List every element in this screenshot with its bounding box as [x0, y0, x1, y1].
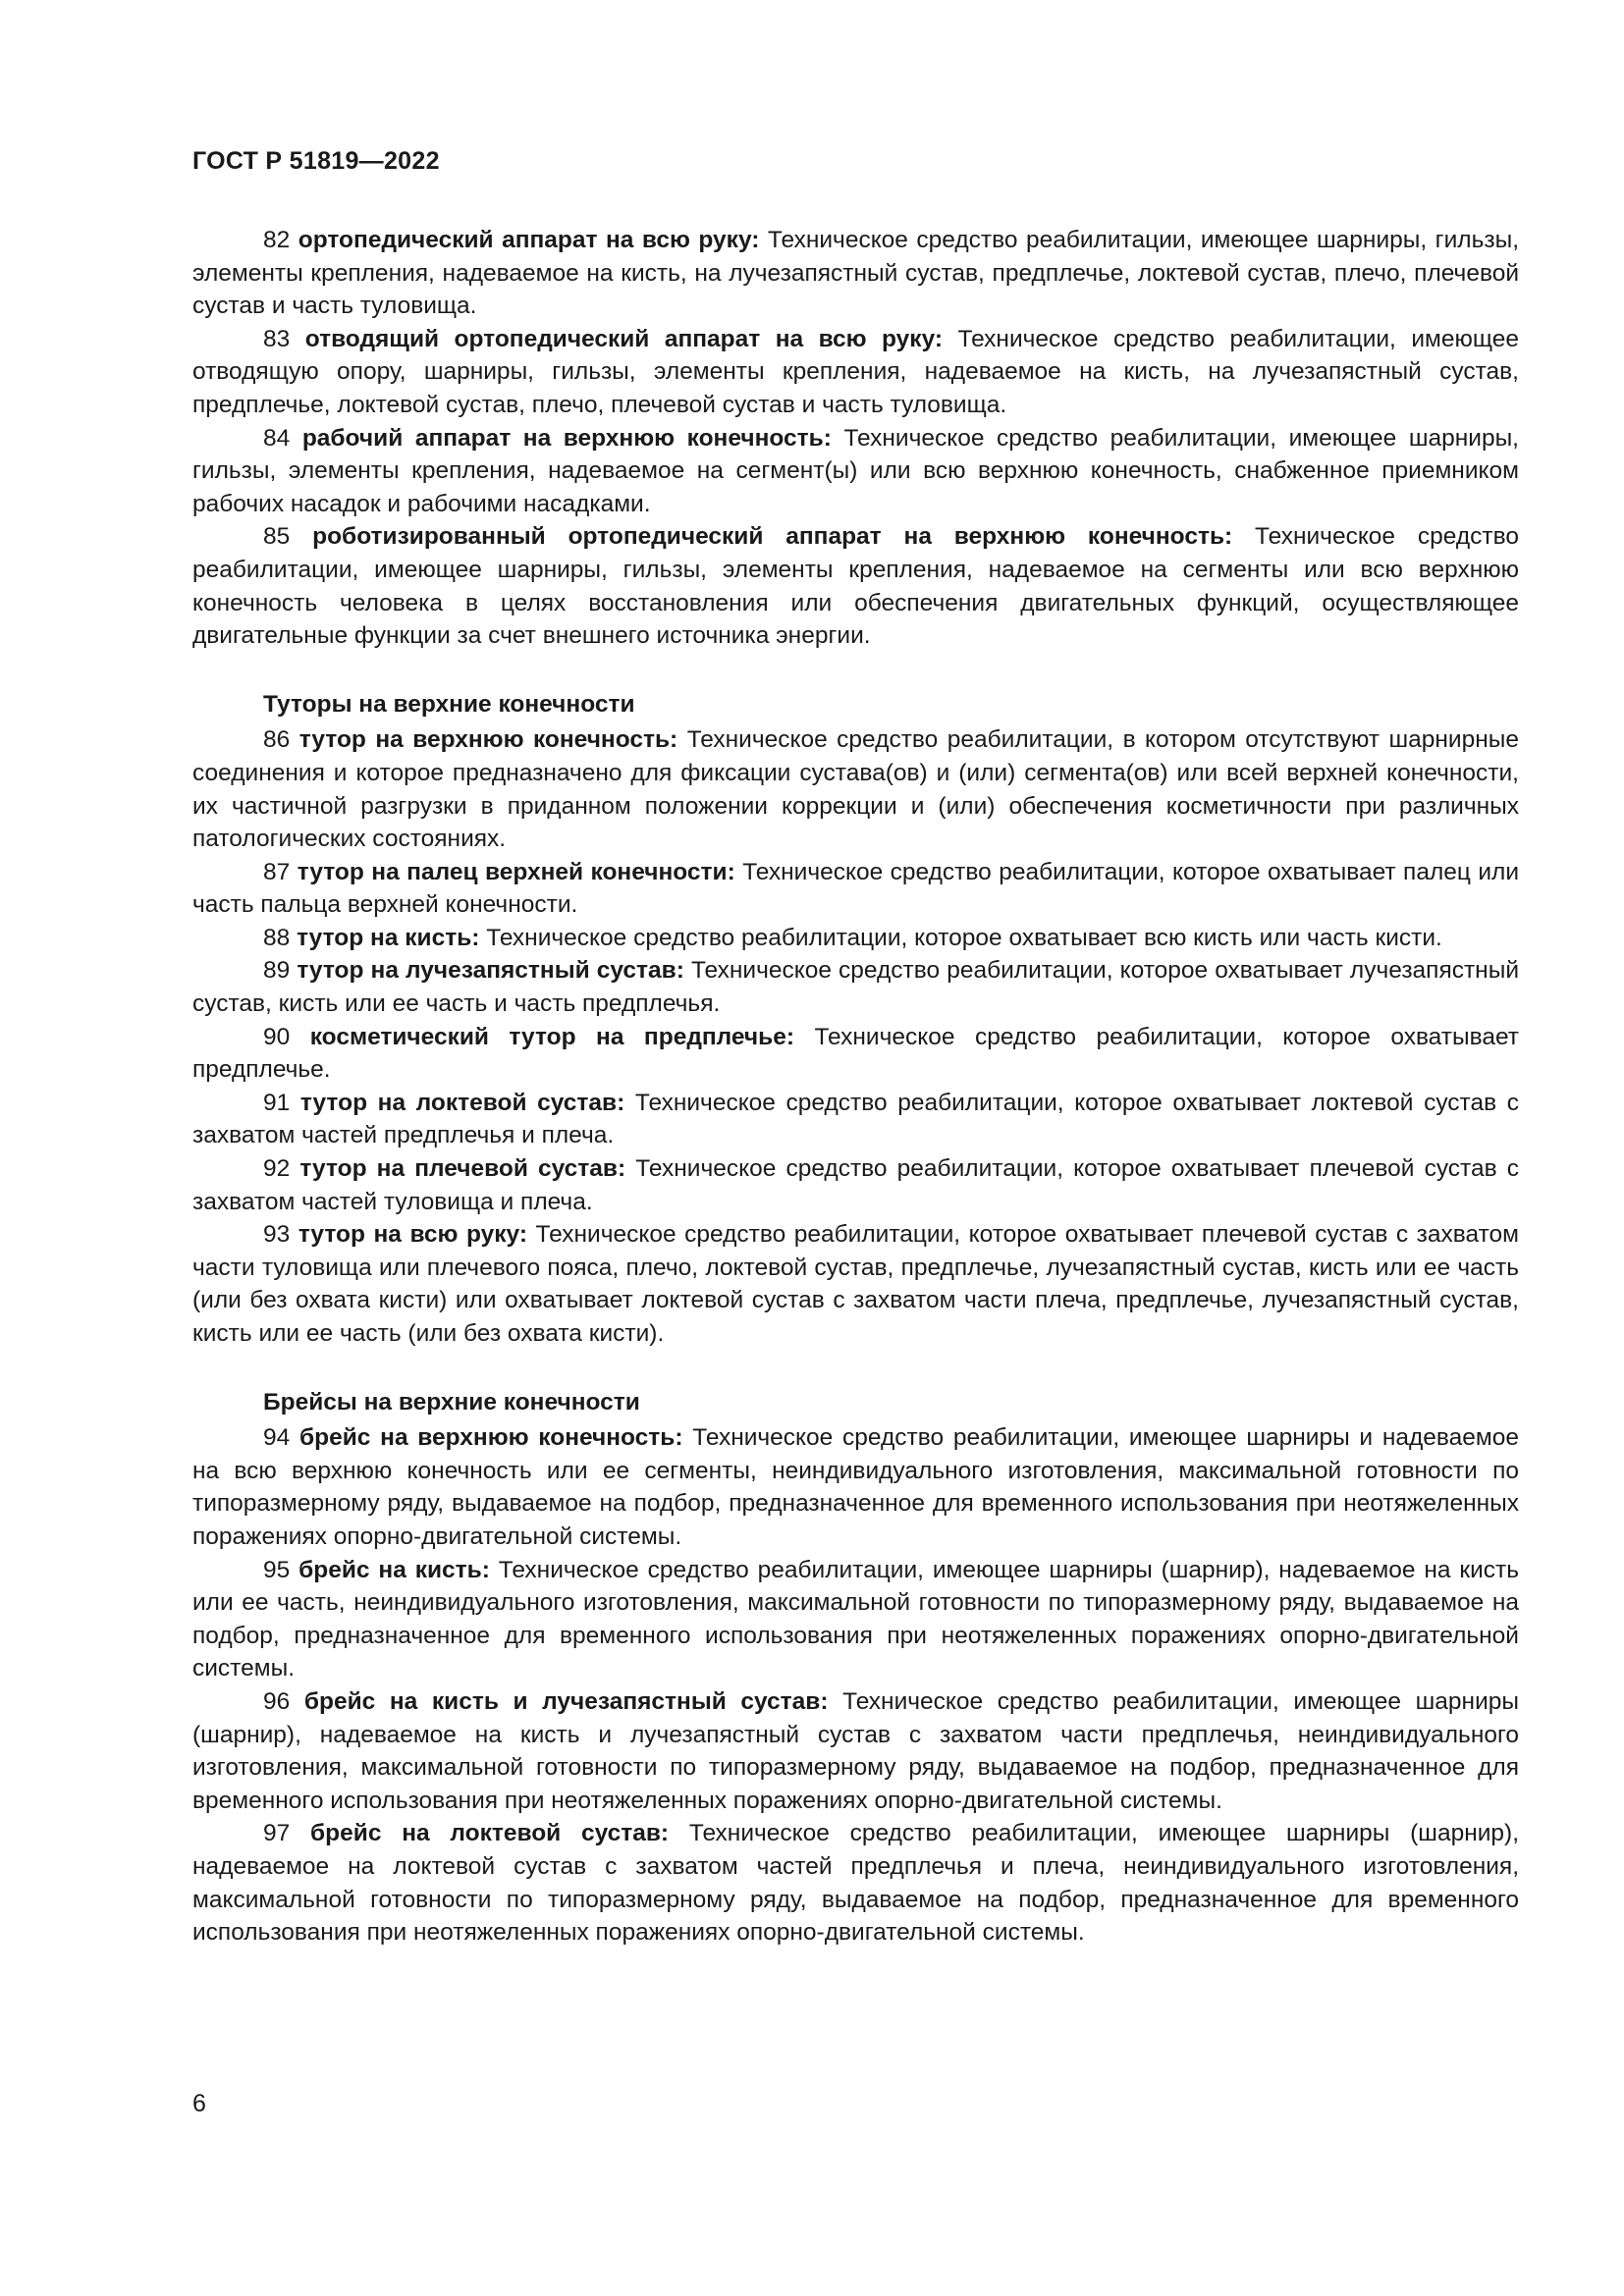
section-title: Брейсы на верхние конечности	[263, 1388, 640, 1415]
term-entry	[192, 224, 1519, 323]
entry-number: 88	[263, 924, 291, 951]
section-title: Туторы на верхние конечности	[263, 690, 635, 718]
entry-term: косметический тутор на предплечье:	[309, 1023, 794, 1050]
entry-number: 95	[263, 1556, 291, 1583]
entry-definition: Техническое средство реабилитации, имеющее шарниры (шарнир), надеваемое на кисть или ее часть, неиндивидуального изготовления, максимальной готовности по типоразмерному ряду, выдаваемое на подбор, предназначенное для временного использования при неотяжеленных поражениях опорно-двигательной системы.	[192, 1556, 1519, 1682]
entry-number: 84	[263, 424, 291, 452]
entry-definition: Техническое средство реабилитации, которое охватывает плечевой сустав с захватом части туловища или плечевого пояса, плечо, локтевой сустав, предплечье, лучезапястный сустав, кисть или ее часть (или без охвата кисти) или охватывает локтевой сустав с захватом части плеча, предплечье, лучезапястный сустав, кисть или ее часть (или без охвата кисти).	[192, 1221, 1520, 1347]
entry-definition: Техническое средство реабилитации, в котором отсутствуют шарнирные соединения и которое предназначено для фиксации сустава(ов) и (или) сегмента(ов) или всей верхней конечности, их частичной разгрузки в приданном положении коррекции и (или) обеспечения косметичности при различных патологических состояниях.	[192, 726, 1519, 853]
entry-term: роботизированный ортопедический аппарат на верхнюю конечность:	[312, 523, 1233, 551]
term-entry	[192, 922, 1519, 955]
entry-definition: Техническое средство реабилитации, которое охватывает плечевой сустав с захватом частей туловища и плеча.	[192, 1155, 1520, 1215]
entry-definition: Техническое средство реабилитации, имеющее шарниры, гильзы, элементы крепления, надеваемое на сегменты или всю верхнюю конечность человека в целях восстановления или обеспечения двигательных функций, осуществляющее двигательные функции за счет внешнего источника энергии.	[192, 523, 1520, 650]
entry-definition: Техническое средство реабилитации, имеющее шарниры (шарнир), надеваемое на локтевой сустав с захватом частей предплечья и плеча, неиндивидуального изготовления, максимальной готовности по типоразмерному ряду, выдаваемое на подбор, предназначенное для временного использования при неотяжеленных поражениях опорно-двигательной системы.	[192, 1820, 1519, 1947]
entry-number: 92	[263, 1155, 291, 1183]
entry-number: 91	[263, 1089, 291, 1116]
entry-definition: Техническое средство реабилитации, имеющее шарниры, гильзы, элементы крепления, надеваемое на кисть, на лучезапястный сустав, предплечье, локтевой сустав, плечо, плечевой сустав и часть туловища.	[192, 227, 1519, 320]
entry-term: ортопедический аппарат на всю руку:	[298, 227, 760, 253]
term-entry	[192, 520, 1519, 652]
entry-term: брейс на локтевой сустав:	[310, 1820, 670, 1847]
term-entry	[192, 1685, 1519, 1817]
entry-term: тутор на локтевой сустав:	[299, 1089, 625, 1116]
entry-definition: Техническое средство реабилитации, которое охватывает предплечье.	[192, 1023, 1520, 1084]
entry-term: брейс на кисть:	[298, 1556, 490, 1583]
document-header: ГОСТ Р 51819—2022	[192, 147, 440, 175]
page-number: 6	[192, 2090, 206, 2117]
term-entry	[192, 1817, 1519, 1949]
entry-definition: Техническое средство реабилитации, которое охватывает палец или часть пальца верхней конечности.	[192, 858, 1520, 919]
term-entry	[192, 323, 1519, 422]
entry-term: тутор на плечевой сустав:	[299, 1155, 626, 1183]
entry-number: 96	[263, 1687, 291, 1715]
entry-definition: Техническое средство реабилитации, имеющее шарниры (шарнир), надеваемое на кисть и лучезапястный сустав с захватом части предплечья, неиндивидуального изготовления, максимальной готовности по типоразмерному ряду, выдаваемое на подбор, предназначенное для временного использования при неотяжеленных поражениях опорно-двигательной системы.	[192, 1687, 1519, 1814]
entry-term: тутор на палец верхней конечности:	[297, 858, 735, 885]
term-entry	[192, 1218, 1519, 1350]
entry-number: 94	[263, 1424, 291, 1452]
term-entry	[192, 1421, 1519, 1553]
term-entry	[192, 1087, 1519, 1152]
entry-number: 87	[263, 858, 291, 885]
document-body	[192, 224, 1519, 1949]
entry-number: 85	[263, 523, 291, 551]
entry-term: тутор на лучезапястный сустав:	[297, 957, 684, 985]
term-entry	[192, 954, 1519, 1020]
entry-number: 83	[263, 325, 291, 352]
entry-number: 90	[263, 1023, 291, 1050]
entry-term: тутор на верхнюю конечность:	[298, 726, 678, 754]
term-entry	[192, 723, 1519, 855]
entry-term: брейс на кисть и лучезапястный сустав:	[303, 1687, 829, 1715]
entry-term: отводящий ортопедический аппарат на всю руку:	[304, 325, 944, 352]
entry-definition: Техническое средство реабилитации, имеющее отводящую опору, шарниры, гильзы, элементы крепления, надеваемое на кисть, на лучезапястный сустав, предплечье, локтевой сустав, плечо, плечевой сустав и часть туловища.	[192, 325, 1519, 418]
term-entry	[192, 1021, 1519, 1087]
entry-number: 86	[263, 726, 291, 754]
term-entry	[192, 422, 1519, 521]
entry-definition: Техническое средство реабилитации, имеющее шарниры и надеваемое на всю верхнюю конечность или ее сегменты, неиндивидуального изготовления, максимальной готовности по типоразмерному ряду, выдаваемое на подбор, предназначенное для временного использования при неотяжеленных поражениях опорно-двигательной системы.	[192, 1424, 1519, 1550]
entry-term: тутор на кисть:	[297, 924, 480, 951]
entry-term: тутор на всю руку:	[298, 1221, 527, 1249]
entry-definition: Техническое средство реабилитации, которое охватывает локтевой сустав с захватом частей предплечья и плеча.	[192, 1089, 1520, 1149]
entry-number: 93	[263, 1221, 291, 1249]
term-entry	[192, 1152, 1519, 1218]
entry-number: 82	[263, 227, 291, 253]
term-entry	[192, 1554, 1519, 1685]
entry-definition: Техническое средство реабилитации, которое охватывает лучезапястный сустав, кисть или ее часть и часть предплечья.	[192, 957, 1520, 1018]
entry-number: 97	[263, 1820, 291, 1847]
term-entry	[192, 856, 1519, 922]
entry-number: 89	[263, 957, 291, 985]
entry-definition: Техническое средство реабилитации, которое охватывает всю кисть или часть кисти.	[486, 924, 1442, 951]
entry-term: рабочий аппарат на верхнюю конечность:	[301, 424, 832, 452]
entry-definition: Техническое средство реабилитации, имеющее шарниры, гильзы, элементы крепления, надеваемое на сегмент(ы) или всю верхнюю конечность, снабженное приемником рабочих насадок и рабочими насадками.	[192, 424, 1519, 517]
entry-term: брейс на верхнюю конечность:	[299, 1424, 683, 1452]
